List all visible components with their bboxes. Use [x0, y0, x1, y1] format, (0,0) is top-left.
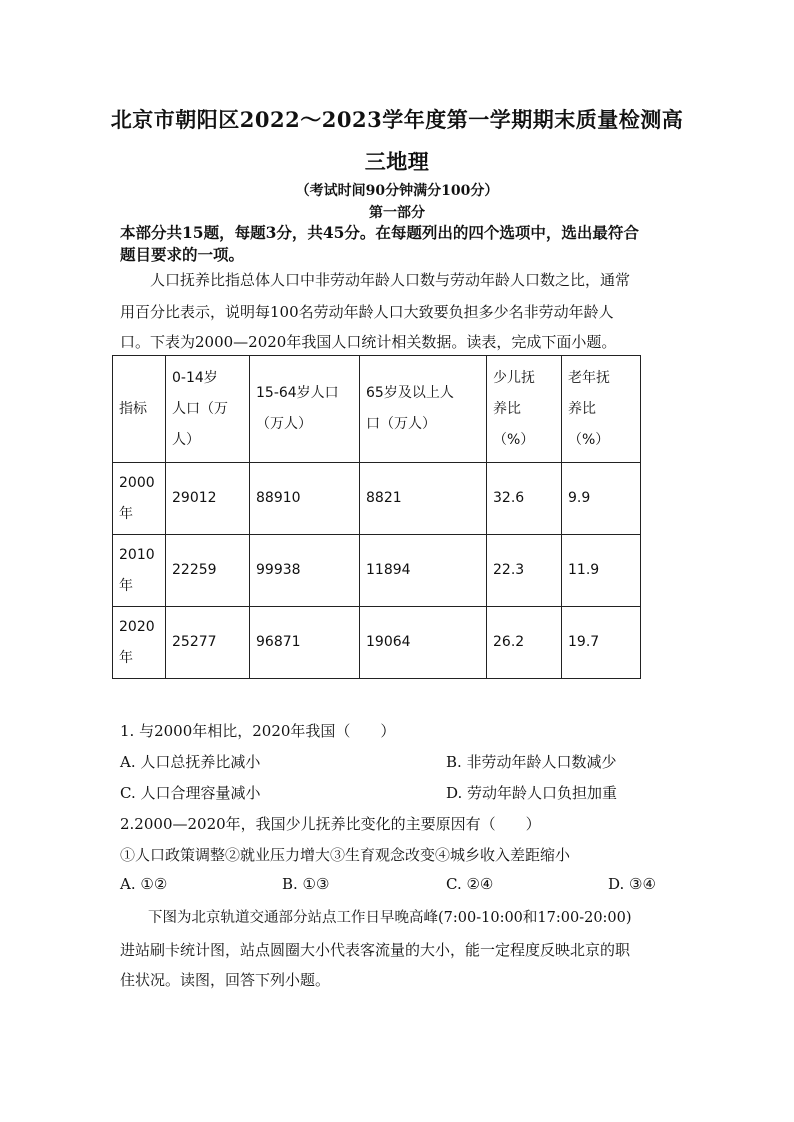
table-cell: 88910: [250, 463, 360, 535]
document-title-line2: 三地理: [364, 149, 430, 174]
question2-option-d[interactable]: D. ③④: [608, 875, 656, 893]
question2-factors: ①人口政策调整②就业压力增大③生育观念改变④城乡收入差距缩小: [120, 846, 571, 864]
table-cell: 11.9: [562, 535, 641, 607]
header-cell: 老年抚 养比 （%）: [562, 356, 641, 463]
passage2-line2: 进站刷卡统计图，站点圆圈大小代表客流量的大小，能一定程度反映北京的职: [120, 941, 631, 959]
table-row: [113, 535, 641, 607]
table-cell: 96871: [250, 607, 360, 679]
question1-option-d[interactable]: D. 劳动年龄人口负担加重: [446, 784, 618, 802]
question2-option-c[interactable]: C. ②④: [446, 875, 494, 893]
instructions-line1: 本部分共15题，每题3分，共45分。在每题列出的四个选项中，选出最符合: [120, 223, 639, 242]
instructions-line2: 题目要求的一项。: [120, 245, 245, 264]
table-row: [113, 607, 641, 679]
population-table: [112, 355, 641, 679]
question1-option-b[interactable]: B. 非劳动年龄人口数减少: [446, 753, 617, 771]
table-cell: 22259: [166, 535, 250, 607]
header-cell: 指标: [113, 356, 166, 463]
table-cell: 32.6: [487, 463, 562, 535]
header-cell: 65岁及以上人 口（万人）: [360, 356, 487, 463]
question1-stem: 1. 与2000年相比，2020年我国（ ）: [120, 722, 396, 740]
passage2-line3: 住状况。读图，回答下列小题。: [120, 971, 331, 989]
header-cell: 0-14岁 人口（万 人）: [166, 356, 250, 463]
year-cell: 2010 年: [113, 535, 166, 607]
question2-stem: 2.2000—2020年，我国少儿抚养比变化的主要原因有（ ）: [120, 815, 541, 833]
table-cell: 29012: [166, 463, 250, 535]
question2-option-a[interactable]: A. ①②: [120, 875, 168, 893]
year-cell: 2020 年: [113, 607, 166, 679]
table-cell: 99938: [250, 535, 360, 607]
exam-info: （考试时间90分钟满分100分）: [295, 183, 499, 199]
table-cell: 8821: [360, 463, 487, 535]
passage1-line3: 口。下表为2000—2020年我国人口统计相关数据。读表，完成下面小题。: [120, 333, 617, 351]
header-cell: 15-64岁人口 （万人）: [250, 356, 360, 463]
table-cell: 9.9: [562, 463, 641, 535]
question1-option-a[interactable]: A. 人口总抚养比减小: [120, 753, 261, 771]
table-cell: 22.3: [487, 535, 562, 607]
question2-option-b[interactable]: B. ①③: [282, 875, 330, 893]
table-cell: 19.7: [562, 607, 641, 679]
passage2-line1: 下图为北京轨道交通部分站点工作日早晚高峰(7:00-10:00和17:00-20:00): [148, 910, 632, 926]
table-row: [113, 463, 641, 535]
document-title-line1: 北京市朝阳区2022～2023学年度第一学期期末质量检测高: [110, 107, 684, 132]
table-header-row: [113, 356, 641, 463]
passage1-line1: 人口抚养比指总体人口中非劳动年龄人口数与劳动年龄人口数之比，通常: [150, 271, 631, 289]
table-cell: 11894: [360, 535, 487, 607]
table-cell: 19064: [360, 607, 487, 679]
table-cell: 25277: [166, 607, 250, 679]
header-cell: 少儿抚 养比 （%）: [487, 356, 562, 463]
table-cell: 26.2: [487, 607, 562, 679]
question1-option-c[interactable]: C. 人口合理容量减小: [120, 784, 261, 802]
year-cell: 2000 年: [113, 463, 166, 535]
passage1-line2: 用百分比表示，说明每100名劳动年龄人口大致要负担多少名非劳动年龄人: [120, 303, 614, 321]
part-heading: 第一部分: [369, 205, 425, 221]
